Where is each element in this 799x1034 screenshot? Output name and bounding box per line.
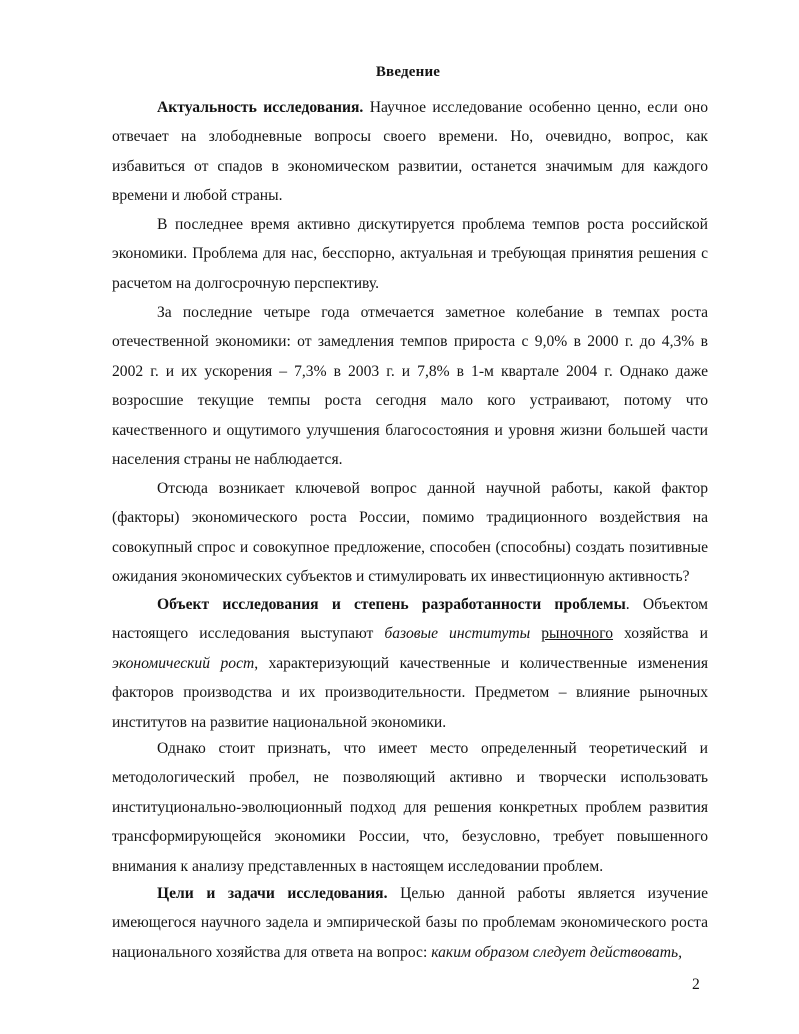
- paragraph-text: В последнее время активно дискутируется проблема темпов роста российской экономики. Проблема для нас, бесспорно, актуальная и требующая принятия решения с расчетом на долгосрочную перспективу.: [112, 216, 708, 292]
- paragraph-text: За последние четыре года отмечается заметное колебание в темпах роста отечественной экономики: от замедления темпов прироста с 9,0% в 2000 г. до 4,3% в 2002 г. и их ускорения – 7,3% в 2003 г. и 7,8% в 1-м квартале 2004 г. Однако даже возросшие текущие темпы роста сегодня мало кого устраивают, потому что качественного и ощутимого улучшения благосостояния и уровня жизни большей части населения страны не наблюдается.: [112, 304, 708, 469]
- underlined-term-market: рыночного: [541, 625, 614, 643]
- paragraph-heading: Объект исследования и степень разработанности проблемы: [157, 596, 626, 613]
- paragraph-growth-debate: [112, 210, 708, 298]
- paragraph-text: Научное исследование особенно ценно, если оно отвечает на злободневные вопросы своего времени. Но, очевидно, вопрос, как избавиться от спадов в экономическом развитии, останется значимым для каждого времени и любой страны.: [112, 99, 708, 205]
- paragraph-methodology-gap: [112, 734, 708, 881]
- section-title: Введение: [375, 64, 441, 80]
- paragraph-text: [530, 625, 541, 642]
- paragraph-text: Целью данной работы является изучение имеющегося научного задела и эмпирической базы по проблемам экономического роста национального хозяйства для ответа на вопрос:: [112, 885, 708, 961]
- paragraph-heading: Цели и задачи исследования.: [157, 885, 388, 902]
- paragraph-growth-rates: [112, 298, 708, 474]
- paragraph-heading: Актуальность исследования.: [157, 99, 364, 116]
- italic-term-economic-growth: экономический рост: [112, 654, 255, 672]
- italic-term-basic-institutions: базовые институты: [384, 625, 531, 643]
- paragraph-text: . Объектом настоящего исследования выступают: [112, 596, 709, 643]
- paragraph-text: хозяйства и: [613, 625, 708, 643]
- paragraph-key-question: [112, 474, 708, 592]
- paragraph-text: , характеризующий качественные и количественные изменения факторов производства и их производительности. Предметом – влияние рыночных институтов на развитие национальной экономики.: [112, 654, 709, 731]
- page-number: 2: [692, 976, 700, 993]
- paragraph-research-object: [112, 590, 708, 737]
- paragraph-relevance: [112, 93, 708, 211]
- paragraph-text: Отсюда возникает ключевой вопрос данной научной работы, какой фактор (факторы) экономического роста России, помимо традиционного воздействия на совокупный спрос и совокупное предложение, способен (способны) создать позитивные ожидания экономических субъектов и стимулировать их инвестиционную активность?: [112, 480, 708, 586]
- italic-question: каким образом следует действовать,: [431, 943, 682, 961]
- paragraph-goals: [112, 879, 708, 967]
- paragraph-text: Однако стоит признать, что имеет место определенный теоретический и методологический пробел, не позволяющий активно и творчески использовать институционально-эволюционный подход для решения конкретных проблем развития трансформирующейся экономики России, что, безусловно, требует повышенного внимания к анализу представленных в настоящем исследовании проблем.: [112, 740, 708, 875]
